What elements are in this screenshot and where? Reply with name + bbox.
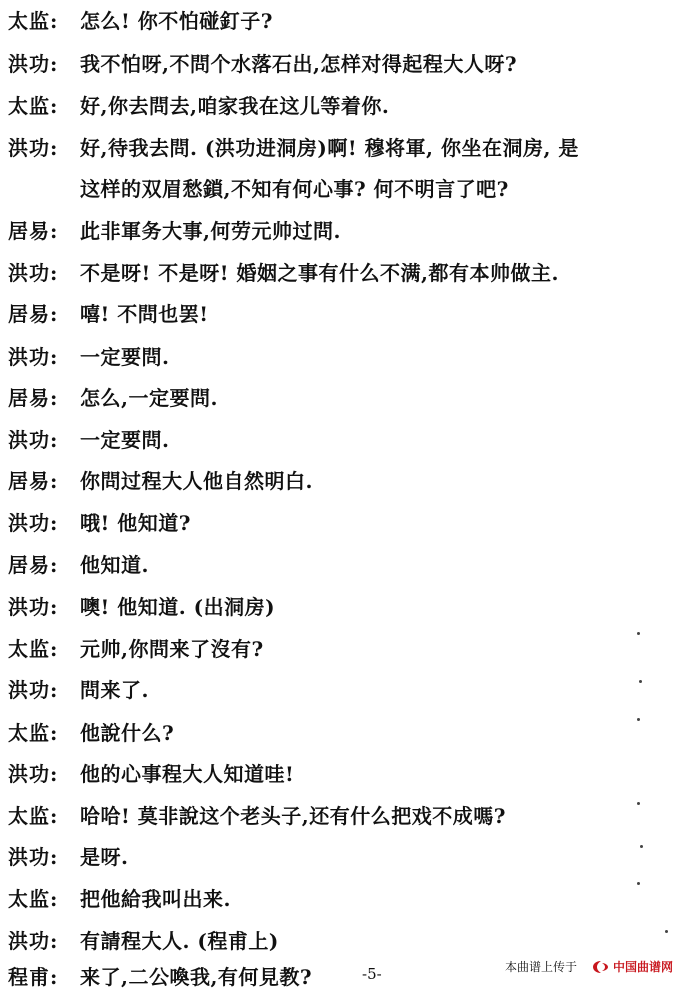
dialogue-line — [0, 381, 700, 415]
dialogue-text: 此非軍务大事,何劳元帅过問. — [80, 219, 341, 243]
dialogue-line — [0, 673, 700, 707]
dialogue-text: 他知道. — [80, 553, 149, 577]
dialogue-text: 来了,二公喚我,有何見教? — [80, 965, 313, 989]
dialogue-text: 我不怕呀,不問个水落石出,怎样对得起程大人呀? — [80, 52, 518, 76]
speaker-name: 洪功: — [8, 136, 59, 160]
dialogue-text: 把他給我叫出来. — [80, 887, 231, 911]
scan-speck — [637, 632, 640, 635]
dialogue-line — [0, 89, 700, 123]
dialogue-line — [0, 172, 700, 206]
dialogue-text: 嘻! 不問也罢! — [80, 302, 209, 326]
site-logo-icon — [592, 960, 610, 974]
dialogue-line — [0, 47, 700, 81]
speaker-name: 太监: — [8, 637, 59, 661]
dialogue-text: 好,你去問去,咱家我在这儿等着你. — [80, 94, 390, 118]
speaker-name: 洪功: — [8, 511, 59, 535]
dialogue-text: 有請程大人. (程甫上) — [80, 929, 279, 953]
dialogue-text: 你問过程大人他自然明白. — [80, 469, 313, 493]
dialogue-line — [0, 632, 700, 666]
dialogue-line — [0, 506, 700, 540]
scan-speck — [637, 718, 640, 721]
dialogue-text: 这样的双眉愁鎖,不知有何心事? 何不明言了吧? — [80, 177, 509, 201]
dialogue-text: 哦! 他知道? — [80, 511, 191, 535]
speaker-name: 太监: — [8, 721, 59, 745]
speaker-name: 洪功: — [8, 261, 59, 285]
speaker-name: 洪功: — [8, 929, 59, 953]
scan-speck — [640, 845, 643, 848]
dialogue-line — [0, 548, 700, 582]
dialogue-text: 哈哈! 莫非說这个老头子,还有什么把戏不成嗎? — [80, 804, 506, 828]
speaker-name: 太监: — [8, 887, 59, 911]
scan-speck — [665, 930, 668, 933]
speaker-name: 太监: — [8, 9, 59, 33]
dialogue-line — [0, 590, 700, 624]
speaker-name: 洪功: — [8, 52, 59, 76]
scan-speck — [637, 802, 640, 805]
dialogue-text: 不是呀! 不是呀! 婚姻之事有什么不满,都有本帅做主. — [80, 261, 559, 285]
speaker-name: 居易: — [8, 469, 59, 493]
dialogue-text: 噢! 他知道. (出洞房) — [80, 595, 276, 619]
speaker-name: 程甫: — [8, 965, 59, 989]
dialogue-line — [0, 757, 700, 791]
speaker-name: 洪功: — [8, 595, 59, 619]
speaker-name: 太监: — [8, 94, 59, 118]
site-logo — [592, 956, 700, 978]
dialogue-text: 問来了. — [80, 678, 149, 702]
dialogue-line — [0, 882, 700, 916]
dialogue-text: 他的心事程大人知道哇! — [80, 762, 295, 786]
scan-speck — [637, 882, 640, 885]
speaker-name: 洪功: — [8, 345, 59, 369]
scan-speck — [639, 680, 642, 683]
speaker-name: 居易: — [8, 302, 59, 326]
speaker-name: 居易: — [8, 386, 59, 410]
dialogue-text: 是呀. — [80, 845, 129, 869]
dialogue-line — [0, 423, 700, 457]
dialogue-text: 一定要問. — [80, 428, 170, 452]
dialogue-line — [0, 256, 700, 290]
dialogue-text: 好,待我去問. (洪功进洞房)啊! 穆将軍, 你坐在洞房, 是 — [80, 136, 579, 160]
dialogue-text: 怎么,一定要問. — [80, 386, 218, 410]
dialogue-text: 他說什么? — [80, 721, 175, 745]
speaker-name: 洪功: — [8, 845, 59, 869]
dialogue-text: 怎么! 你不怕碰釘子? — [80, 9, 273, 33]
speaker-name: 洪功: — [8, 428, 59, 452]
dialogue-line — [0, 464, 700, 498]
dialogue-line — [0, 214, 700, 248]
dialogue-line — [0, 716, 700, 750]
speaker-name: 居易: — [8, 219, 59, 243]
site-name: 中国曲谱网 — [613, 960, 674, 974]
speaker-name: 太监: — [8, 804, 59, 828]
dialogue-line — [0, 297, 700, 331]
dialogue-line — [0, 924, 700, 958]
upload-note: 本曲谱上传于 — [505, 960, 578, 974]
dialogue-line — [0, 799, 700, 833]
speaker-name: 洪功: — [8, 762, 59, 786]
speaker-name: 洪功: — [8, 678, 59, 702]
dialogue-text: 一定要問. — [80, 345, 170, 369]
dialogue-line — [0, 4, 700, 38]
dialogue-line — [0, 340, 700, 374]
dialogue-line — [0, 131, 700, 165]
dialogue-line — [0, 840, 700, 874]
speaker-name: 居易: — [8, 553, 59, 577]
page-number: -5- — [362, 965, 382, 983]
dialogue-text: 元帅,你問来了沒有? — [80, 637, 264, 661]
